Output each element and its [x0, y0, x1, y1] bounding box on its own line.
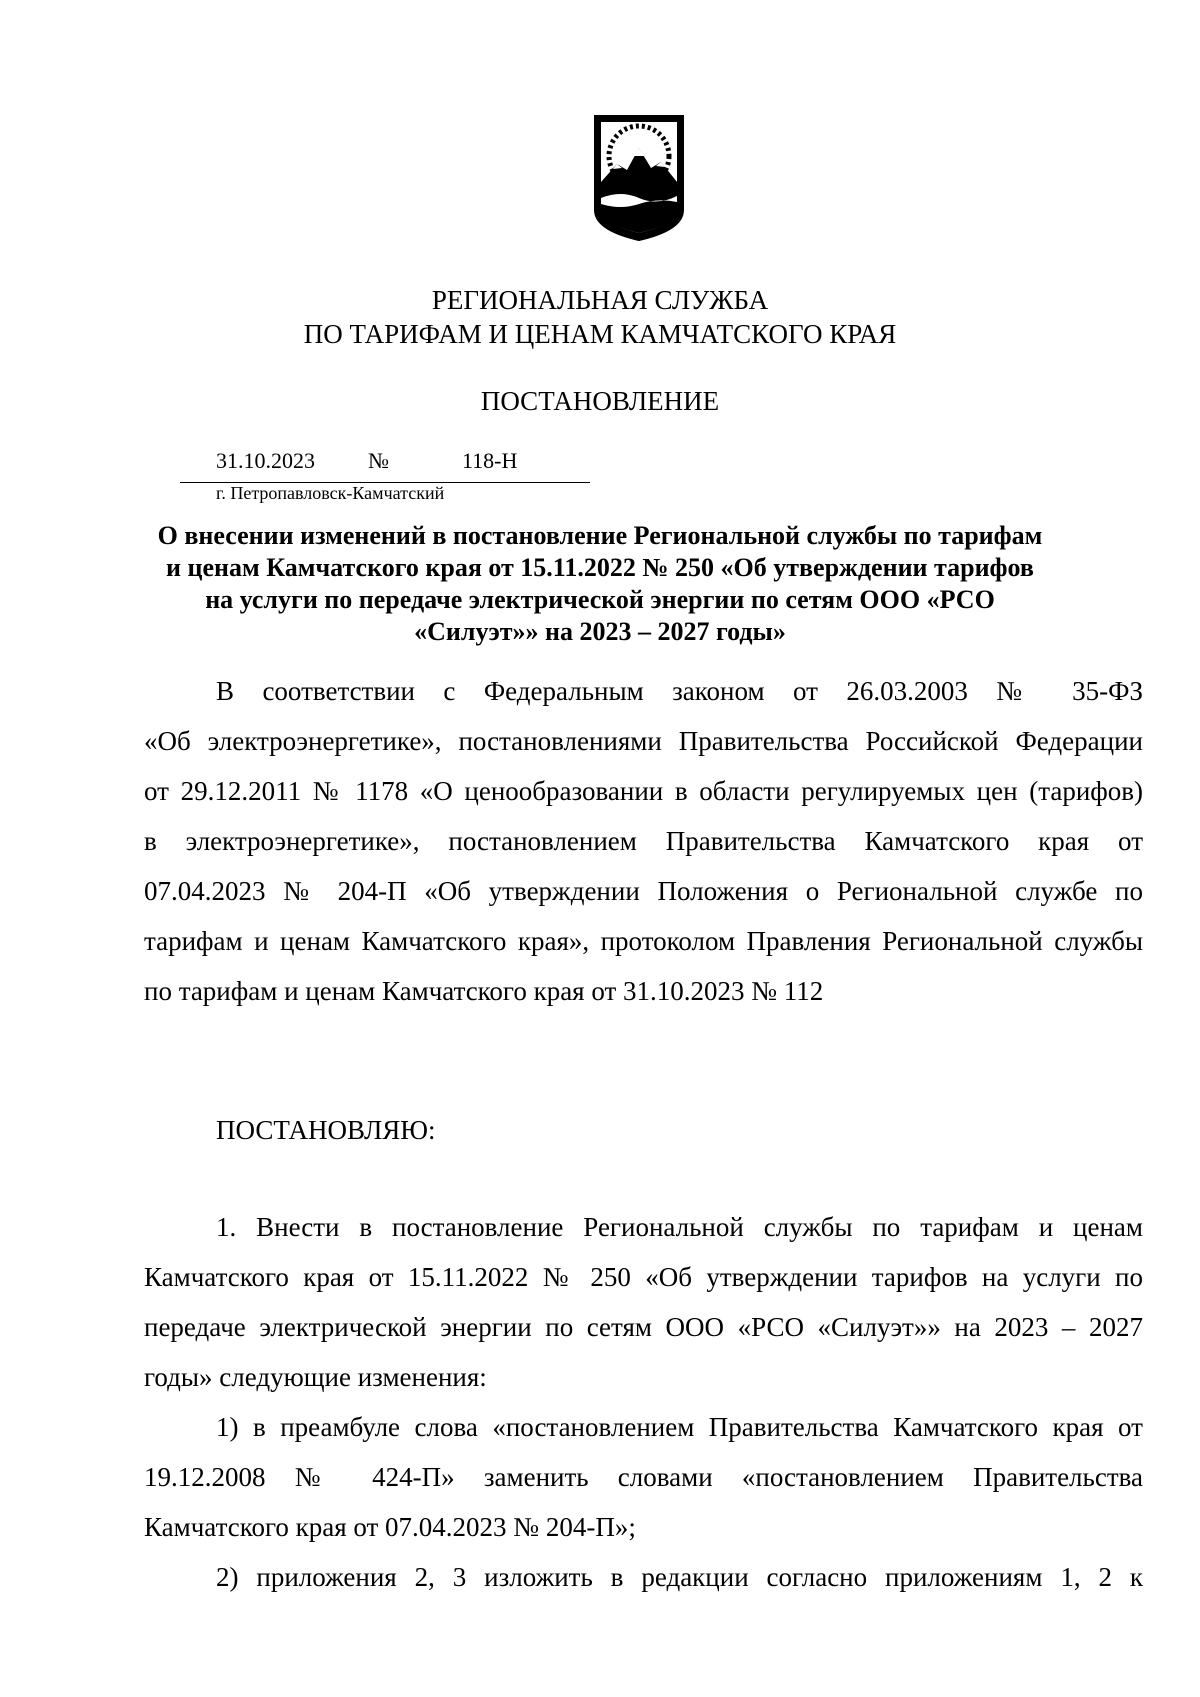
- document-title-line: на услуги по передаче электрической энергии по сетям ООО «РСО: [205, 585, 995, 614]
- item-1-line: Камчатского края от 15.11.2022 № 250 «Об утверждении тарифов на услуги по: [144, 1262, 1143, 1292]
- item-1-line: годы» следующие изменения:: [144, 1362, 487, 1392]
- preamble-line: от 29.12.2011 № 1178 «О ценообразовании в области регулируемых цен (тарифов): [144, 776, 1143, 806]
- coat-of-arms-emblem: [591, 112, 687, 242]
- item-1-line: 1. Внести в постановление Региональной службы по тарифам и ценам: [216, 1212, 1143, 1242]
- document-title-line: и ценам Камчатского края от 15.11.2022 № 250 «Об утверждении тарифов: [166, 553, 1034, 582]
- preamble-line: «Об электроэнергетике», постановлениями Правительства Российской Федерации: [144, 726, 1143, 756]
- preamble-line: В соответствии с Федеральным законом от 26.03.2003 № 35-ФЗ: [216, 676, 1143, 706]
- date-number-line: [180, 448, 590, 483]
- preamble-line: 07.04.2023 № 204-П «Об утверждении Положения о Региональной службе по: [144, 876, 1143, 906]
- document-number: 118-Н: [462, 448, 518, 473]
- preamble-line: по тарифам и ценам Камчатского края от 31.10.2023 № 112: [144, 976, 824, 1006]
- preamble-line: тарифам и ценам Камчатского края», протоколом Правления Региональной службы: [144, 926, 1143, 956]
- document-city: г. Петропавловск-Камчатский: [216, 483, 445, 503]
- decree-word: ПОСТАНОВЛЯЮ:: [216, 1115, 436, 1145]
- organization-name-line-1: РЕГИОНАЛЬНАЯ СЛУЖБА: [431, 285, 769, 315]
- subitem-1-line: 19.12.2008 № 424-П» заменить словами «постановлением Правительства: [144, 1462, 1143, 1492]
- document-date: 31.10.2023: [216, 448, 315, 473]
- subitem-2-line: 2) приложения 2, 3 изложить в редакции согласно приложениям 1, 2 к: [216, 1562, 1143, 1592]
- number-sign: №: [368, 448, 389, 473]
- preamble-line: в электроэнергетике», постановлением Правительства Камчатского края от: [144, 826, 1143, 856]
- document-type: ПОСТАНОВЛЕНИЕ: [480, 386, 720, 416]
- subitem-1-line: Камчатского края от 07.04.2023 № 204-П»;: [144, 1512, 636, 1542]
- subitem-1-line: 1) в преамбуле слова «постановлением Правительства Камчатского края от: [216, 1412, 1143, 1442]
- item-1-line: передаче электрической энергии по сетям ООО «РСО «Силуэт»» на 2023 – 2027: [144, 1312, 1143, 1342]
- document-title-line: О внесении изменений в постановление Региональной службы по тарифам: [157, 521, 1043, 550]
- document-title-line: «Силуэт»» на 2023 – 2027 годы»: [414, 617, 786, 646]
- organization-name-line-2: ПО ТАРИФАМ И ЦЕНАМ КАМЧАТСКОГО КРАЯ: [303, 319, 897, 349]
